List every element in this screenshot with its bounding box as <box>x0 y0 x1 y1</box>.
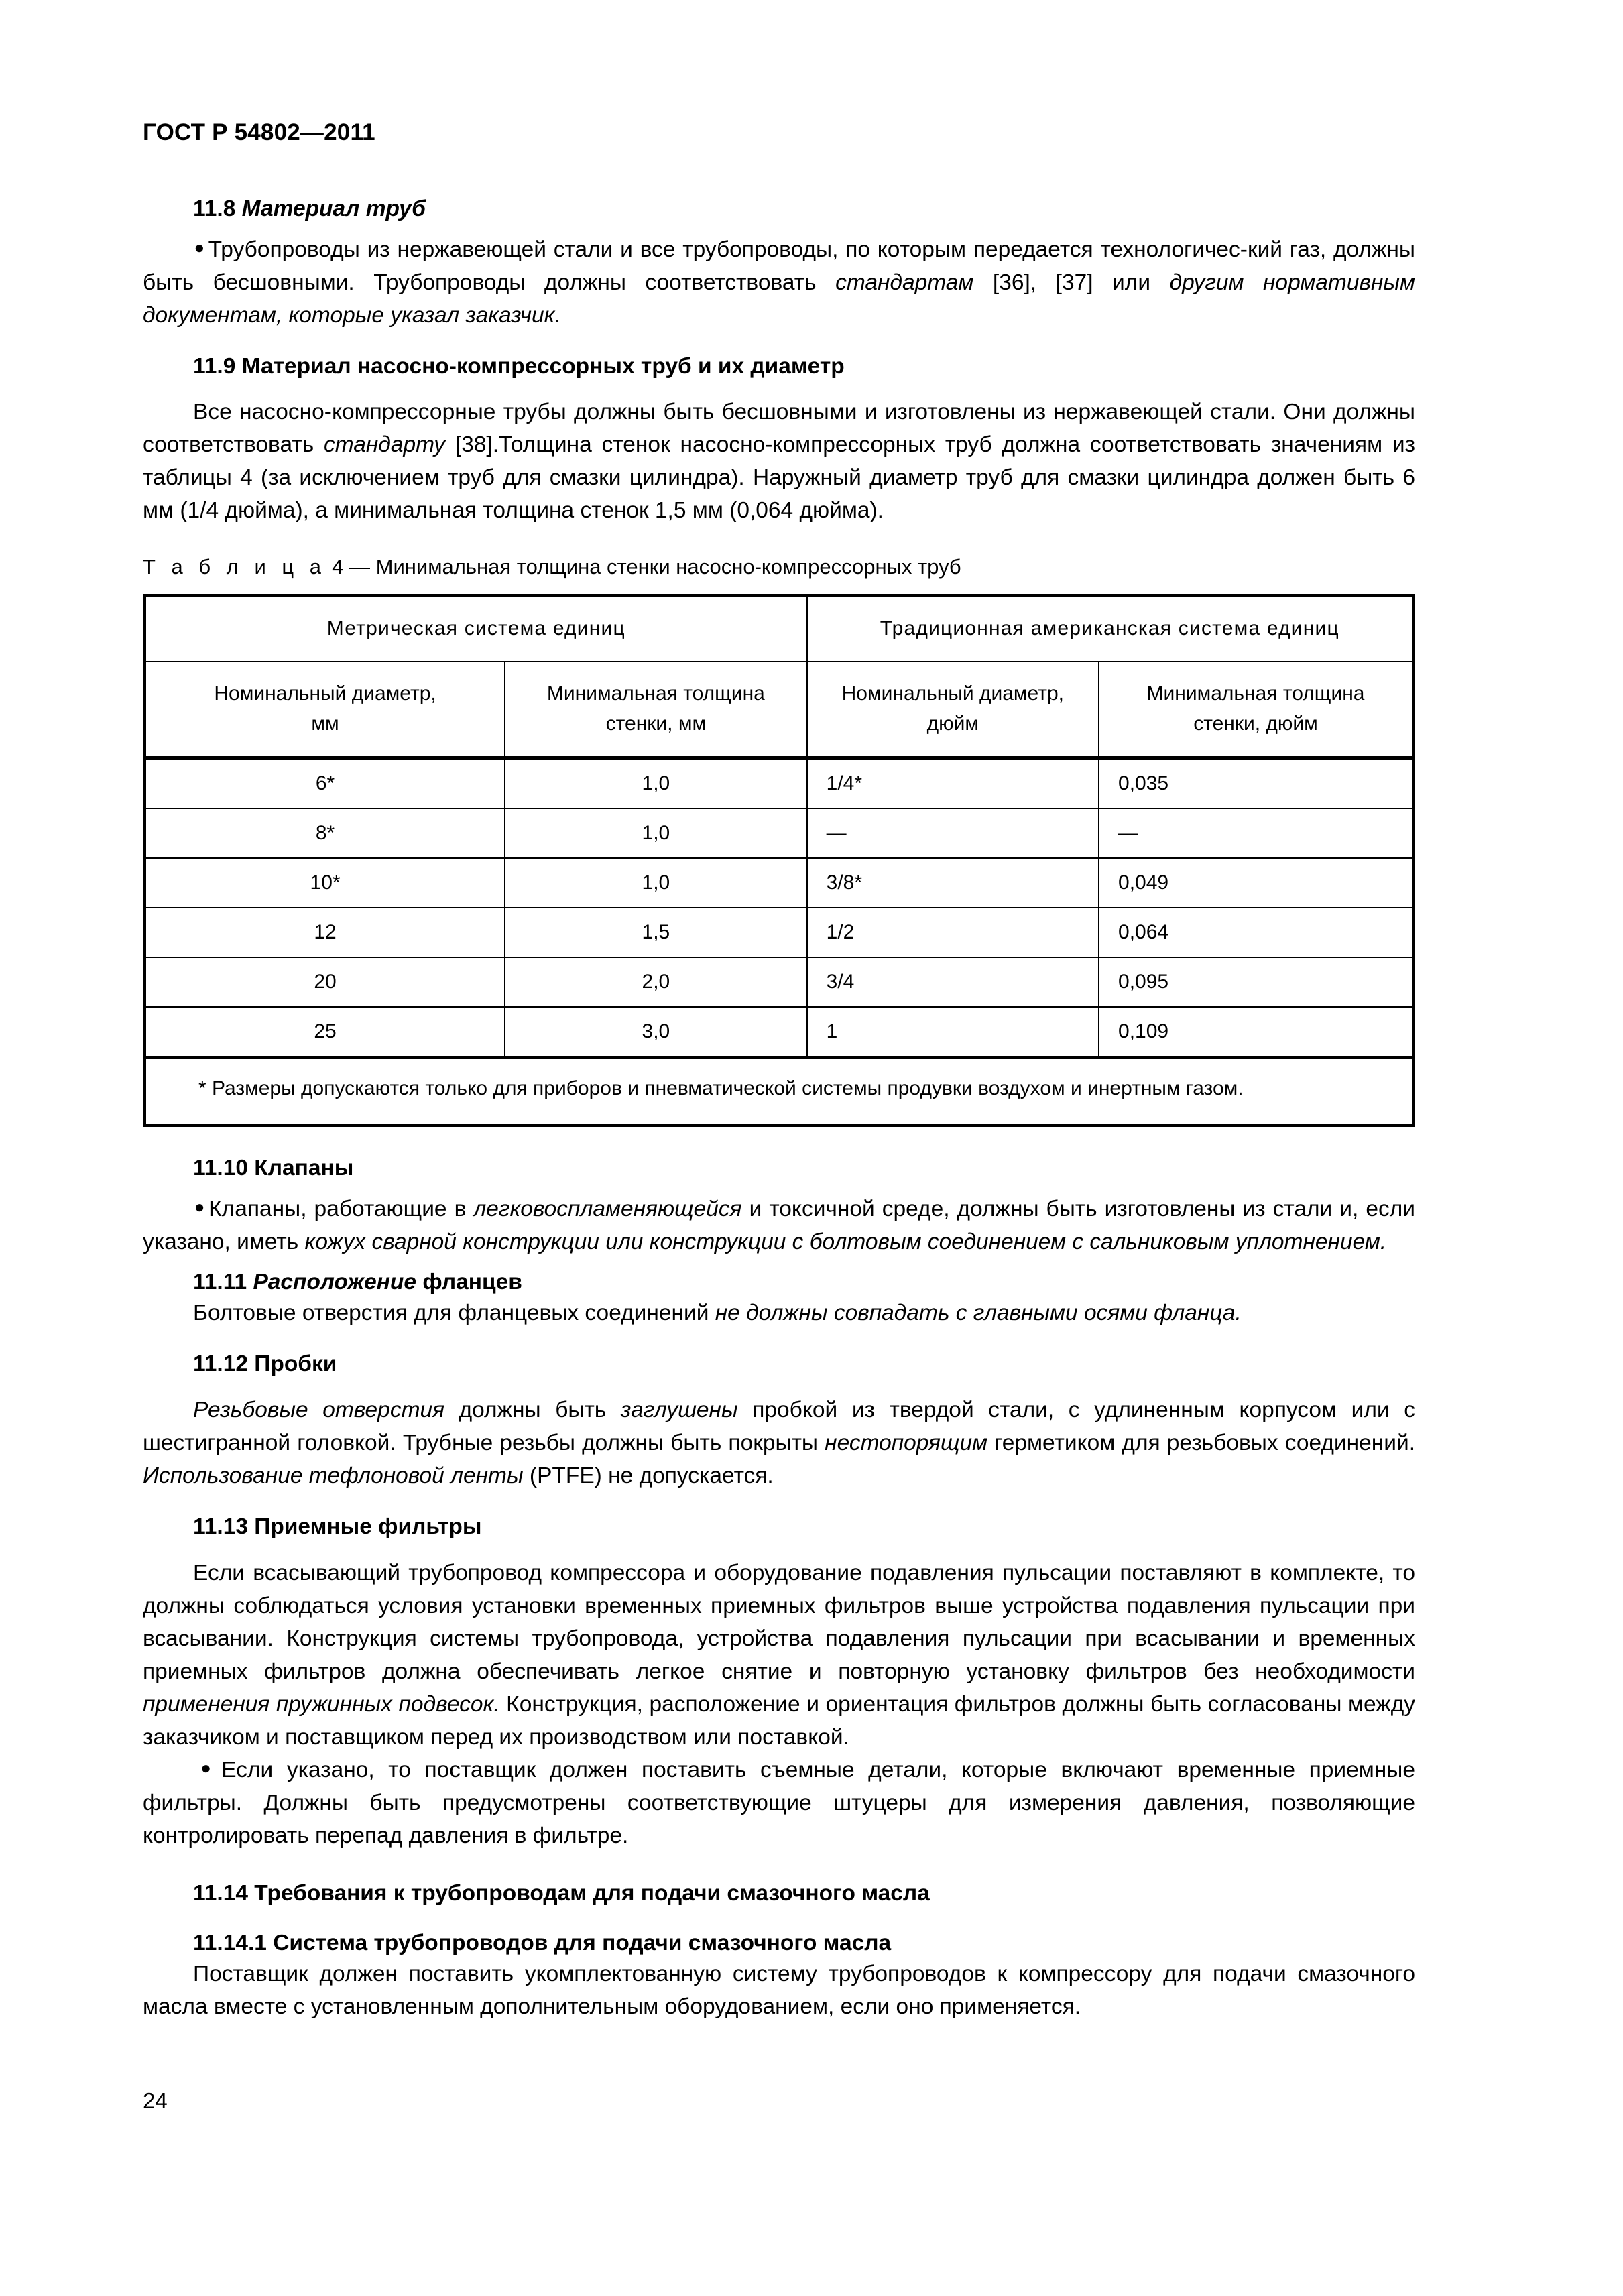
section-heading-11-14-1 <box>143 1929 1415 1958</box>
run-text-italic: заглушены <box>620 1397 738 1423</box>
cell-nominal-diameter-mm: 10* <box>145 858 505 908</box>
run-text-italic: применения пружинных подвесок. <box>143 1691 500 1717</box>
bullet-icon: ● <box>193 1196 206 1217</box>
column-header-nominal-diameter-mm <box>145 662 505 758</box>
cell-nominal-diameter-mm: 20 <box>145 957 505 1007</box>
cell-min-wall-mm: 3,0 <box>505 1007 807 1058</box>
page-content <box>143 194 1415 2023</box>
table-row <box>145 908 1414 957</box>
run-text-italic: Использование тефлоновой ленты <box>143 1463 524 1489</box>
paragraph-11-11-1 <box>143 1296 1415 1329</box>
paragraph-11-13-2 <box>143 1754 1415 1852</box>
table-group-header-row <box>145 595 1414 662</box>
section-number: 11.13 <box>193 1514 248 1540</box>
header-line-2: мм <box>311 712 339 735</box>
section-title: Требования к трубопроводам для подачи смазочного масла <box>254 1881 930 1907</box>
cell-min-wall-mm: 1,0 <box>505 758 807 808</box>
table-row <box>145 808 1414 858</box>
run-text: Все насосно-компрессорные трубы должны быть бесшовными и изготовлены из нержавеющей стали. Они должны соответствовать <box>143 400 1415 458</box>
cell-min-wall-mm: 2,0 <box>505 957 807 1007</box>
table-4-caption <box>143 554 1415 579</box>
section-heading-11-9 <box>143 352 1415 381</box>
table-footnote-row <box>145 1057 1414 1125</box>
table-row <box>145 957 1414 1007</box>
section-heading-11-14 <box>143 1879 1415 1909</box>
run-text: [38].Толщина стенок насосно-компрессорных труб должна соответствовать значениям из таблицы 4 (за исключением труб для смазки цилиндра). Наружный диаметр труб для смазки цилиндра должен быть 6 мм (1/4 дюйма), а минимальная толщина стенок 1,5 мм (0,064 дюйма). <box>143 432 1415 524</box>
run-text-italic: нестопорящим <box>825 1431 988 1455</box>
cell-nominal-diameter-mm: 25 <box>145 1007 505 1058</box>
run-text: Болтовые отверстия для фланцевых соединений <box>193 1301 715 1326</box>
header-line-1: Номинальный диаметр, <box>214 682 436 705</box>
paragraph-11-12-1 <box>143 1394 1415 1492</box>
run-text-italic: другим нормативным документам, которые указал заказчик. <box>143 269 1415 328</box>
section-title-italic: Расположение <box>253 1269 417 1294</box>
header-line-1: Минимальная толщина <box>1146 682 1365 705</box>
bullet-icon: ● <box>193 1758 219 1778</box>
table-caption-title: Минимальная толщина стенки насосно-компрессорных труб <box>375 554 961 579</box>
section-number: 11.14.1 <box>193 1930 267 1955</box>
section-heading-11-10 <box>143 1154 1415 1183</box>
cell-nominal-diameter-mm: 6* <box>145 758 505 808</box>
cell-min-wall-mm: 1,5 <box>505 908 807 957</box>
section-title: Система трубопроводов для подачи смазочного масла <box>273 1930 892 1955</box>
group-header-label: Традиционная американская система единиц <box>880 617 1339 640</box>
run-text-italic: стандарту <box>323 432 446 458</box>
section-number: 11.11 <box>193 1269 247 1294</box>
column-header-nominal-diameter-in <box>807 662 1099 758</box>
header-line-1: Номинальный диаметр, <box>841 682 1065 705</box>
table-4 <box>143 594 1415 1127</box>
table-caption-label: Т а б л и ц а <box>143 554 326 579</box>
table-group-header-metric <box>145 595 807 662</box>
paragraph-11-10-1 <box>143 1193 1415 1258</box>
table-footnote <box>145 1057 1414 1125</box>
cell-nominal-diameter-mm: 12 <box>145 908 505 957</box>
cell-min-wall-mm: 1,0 <box>505 858 807 908</box>
cell-nominal-diameter-in: 1/4* <box>807 758 1099 808</box>
cell-min-wall-mm: 1,0 <box>505 808 807 858</box>
run-text-italic: кожух сварной конструкции или конструкции с болтовым соединением с сальниковым уплотнением. <box>304 1229 1387 1254</box>
header-line-2: стенки, мм <box>605 712 707 735</box>
run-text: должны быть <box>444 1397 621 1423</box>
cell-nominal-diameter-mm: 8* <box>145 808 505 858</box>
group-header-label: Метрическая система единиц <box>326 617 625 640</box>
column-header-min-wall-in <box>1099 662 1413 758</box>
paragraph-11-13-1 <box>143 1557 1415 1754</box>
header-line-2: стенки, дюйм <box>1193 712 1318 735</box>
cell-min-wall-in: 0,064 <box>1099 908 1413 957</box>
table-group-header-us <box>807 595 1414 662</box>
table-caption-dash: — <box>349 554 371 579</box>
paragraph-11-14-1-1 <box>143 1957 1415 2023</box>
section-number: 11.12 <box>193 1351 248 1377</box>
bullet-icon: ● <box>193 237 206 257</box>
table-column-header-row <box>145 662 1414 758</box>
run-text-italic: не должны совпадать с главными осями фланца. <box>715 1301 1242 1326</box>
cell-nominal-diameter-in: 3/8* <box>807 858 1099 908</box>
run-text: (PTFE) не допускается. <box>523 1463 774 1489</box>
table-caption-number: 4 <box>332 554 344 579</box>
cell-min-wall-in: 0,095 <box>1099 957 1413 1007</box>
table-row <box>145 758 1414 808</box>
section-number: 11.9 <box>193 353 236 379</box>
section-title: Пробки <box>254 1351 337 1377</box>
run-text: пробкой из твердой стали, с удлиненным корпусом или с шестигранной головкой. Трубные резьбы должны быть покрыты <box>143 1397 1415 1455</box>
cell-nominal-diameter-in: 1 <box>807 1007 1099 1058</box>
run-text: Конструкция, расположение и ориентация фильтров должны быть согласованы между заказчиком и поставщиком перед их производством или поставкой. <box>143 1691 1416 1750</box>
section-heading-11-13 <box>143 1512 1415 1542</box>
section-title: Приемные фильтры <box>254 1514 482 1540</box>
run-text: Если указано, то поставщик должен поставить съемные детали, которые включают временные приемные фильтры. Должны быть предусмотрены соответствующие штуцеры для измерения давления, позволяющие контролировать перепад давления в фильтре. <box>143 1758 1415 1849</box>
run-text: и токсичной среде, должны быть изготовлены из стали и, если указано, иметь <box>143 1196 1415 1254</box>
table-row <box>145 858 1414 908</box>
run-text: Трубопроводы из нержавеющей стали и все трубопроводы, по которым передается технологичес-кий газ, должны быть бесшовными. Трубопроводы должны соответствовать <box>143 237 1415 295</box>
paragraph-11-8-1 <box>143 233 1415 332</box>
run-text-italic: легковоспламеняющейся <box>473 1196 742 1221</box>
section-number: 11.10 <box>193 1156 248 1181</box>
section-title-tail: фланцев <box>416 1269 522 1294</box>
cell-min-wall-in: 0,109 <box>1099 1007 1413 1058</box>
table-footnote-text: * Размеры допускаются только для приборов и пневматической системы продувки воздухом и инертным газом. <box>198 1077 1244 1099</box>
table-row <box>145 1007 1414 1058</box>
run-text: Клапаны, работающие в <box>208 1196 474 1221</box>
cell-nominal-diameter-in: — <box>807 808 1099 858</box>
running-head: ГОСТ Р 54802—2011 <box>143 119 375 145</box>
cell-min-wall-in: 0,035 <box>1099 758 1413 808</box>
section-heading-11-8 <box>143 194 1415 224</box>
section-heading-11-12 <box>143 1349 1415 1379</box>
header-line-2: дюйм <box>926 712 979 735</box>
run-text: [36], [37] или <box>973 269 1170 295</box>
section-number: 11.14 <box>193 1881 248 1907</box>
paragraph-11-9-1 <box>143 396 1415 527</box>
section-heading-11-11 <box>143 1268 1415 1297</box>
header-line-1: Минимальная толщина <box>546 682 765 705</box>
section-number: 11.8 <box>193 196 236 221</box>
run-text-italic: стандартам <box>835 269 974 295</box>
section-title: Материал насосно-компрессорных труб и их диаметр <box>241 353 845 379</box>
cell-nominal-diameter-in: 1/2 <box>807 908 1099 957</box>
run-text: Если всасывающий трубопровод компрессора и оборудование подавления пульсации поставляют в комплекте, то должны соблюдаться условия установки временных приемных фильтров выше устройства подавления пульсации при всасывании. Конструкция системы трубопровода, устройства подавления пульсации при всасывании и временных приемных фильтров должна обеспечивать легкое снятие и повторную установку фильтров без необходимости <box>143 1560 1415 1684</box>
cell-nominal-diameter-in: 3/4 <box>807 957 1099 1007</box>
page-number: 24 <box>143 2088 168 2113</box>
column-header-min-wall-mm <box>505 662 807 758</box>
cell-min-wall-in: 0,049 <box>1099 858 1413 908</box>
section-title: Клапаны <box>254 1156 354 1181</box>
cell-min-wall-in: — <box>1099 808 1413 858</box>
section-title: Материал труб <box>241 196 426 221</box>
run-text: Поставщик должен поставить укомплектованную систему трубопроводов к компрессору для подачи смазочного масла вместе с установленным дополнительным оборудованием, если оно применяется. <box>143 1961 1415 2020</box>
run-text: герметиком для резьбовых соединений. <box>987 1431 1416 1455</box>
run-text-italic: Резьбовые отверстия <box>193 1397 444 1423</box>
